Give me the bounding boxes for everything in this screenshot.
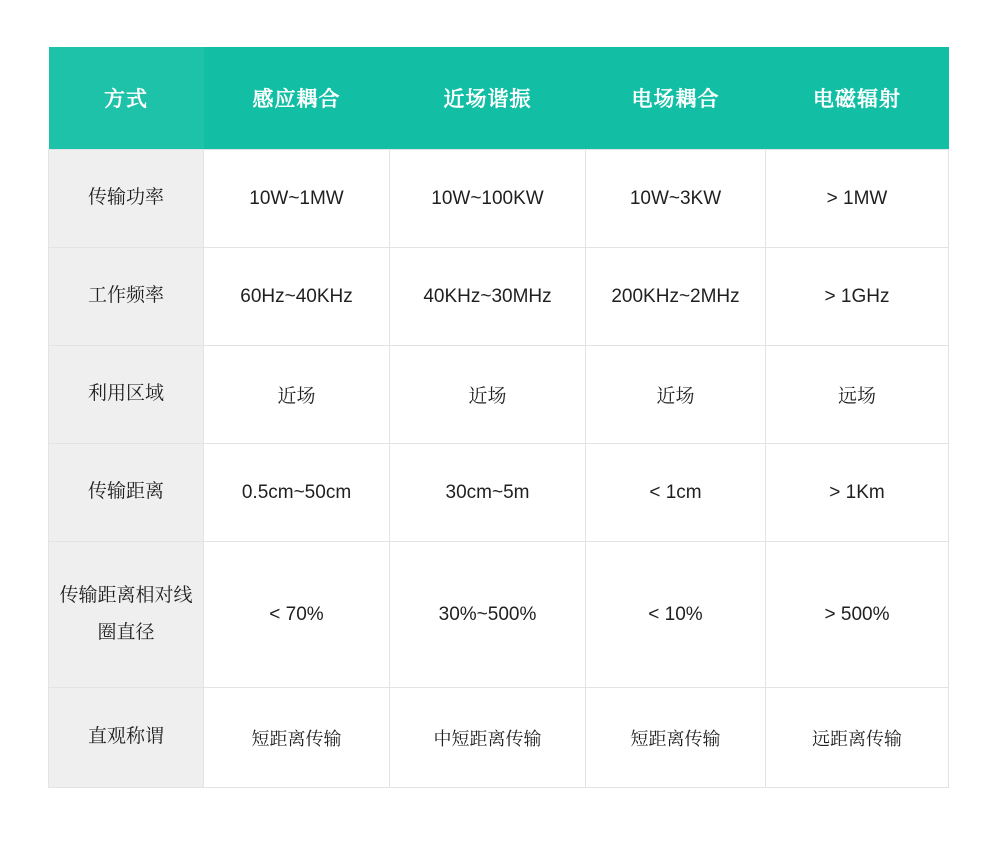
row-label-operating-frequency: 工作频率	[49, 248, 204, 346]
cell-distance-inductive: 0.5cm~50cm	[204, 444, 390, 542]
table-row	[49, 248, 949, 346]
cell-ratio-electric: < 10%	[586, 542, 766, 688]
table-row	[49, 346, 949, 444]
cell-frequency-resonance: 40KHz~30MHz	[390, 248, 586, 346]
cell-ratio-radiation: > 500%	[766, 542, 949, 688]
table-body	[49, 150, 949, 788]
cell-power-electric: 10W~3KW	[586, 150, 766, 248]
cell-distance-electric: < 1cm	[586, 444, 766, 542]
cell-frequency-radiation: > 1GHz	[766, 248, 949, 346]
cell-region-inductive: 近场	[204, 346, 390, 444]
comparison-table-container	[48, 47, 948, 788]
column-header-electric-field-coupling: 电场耦合	[586, 47, 766, 150]
cell-ratio-inductive: < 70%	[204, 542, 390, 688]
cell-name-inductive: 短距离传输	[204, 688, 390, 788]
row-label-transmission-power: 传输功率	[49, 150, 204, 248]
cell-region-electric: 近场	[586, 346, 766, 444]
comparison-table	[48, 47, 949, 788]
cell-distance-radiation: > 1Km	[766, 444, 949, 542]
cell-name-electric: 短距离传输	[586, 688, 766, 788]
column-header-near-field-resonance: 近场谐振	[390, 47, 586, 150]
cell-name-radiation: 远距离传输	[766, 688, 949, 788]
row-label-transmission-distance: 传输距离	[49, 444, 204, 542]
row-label-distance-relative-to-coil-diameter: 传输距离相对线圈直径	[49, 542, 204, 688]
cell-distance-resonance: 30cm~5m	[390, 444, 586, 542]
cell-power-radiation: > 1MW	[766, 150, 949, 248]
row-label-common-name: 直观称谓	[49, 688, 204, 788]
cell-frequency-inductive: 60Hz~40KHz	[204, 248, 390, 346]
column-header-inductive-coupling: 感应耦合	[204, 47, 390, 150]
table-row	[49, 444, 949, 542]
cell-name-resonance: 中短距离传输	[390, 688, 586, 788]
table-row	[49, 688, 949, 788]
column-header-method: 方式	[49, 47, 204, 150]
cell-power-inductive: 10W~1MW	[204, 150, 390, 248]
cell-ratio-resonance: 30%~500%	[390, 542, 586, 688]
cell-power-resonance: 10W~100KW	[390, 150, 586, 248]
table-header-row	[49, 47, 949, 150]
row-label-utilization-region: 利用区域	[49, 346, 204, 444]
table-header	[49, 47, 949, 150]
cell-frequency-electric: 200KHz~2MHz	[586, 248, 766, 346]
column-header-electromagnetic-radiation: 电磁辐射	[766, 47, 949, 150]
table-row	[49, 150, 949, 248]
cell-region-resonance: 近场	[390, 346, 586, 444]
table-row	[49, 542, 949, 688]
cell-region-radiation: 远场	[766, 346, 949, 444]
